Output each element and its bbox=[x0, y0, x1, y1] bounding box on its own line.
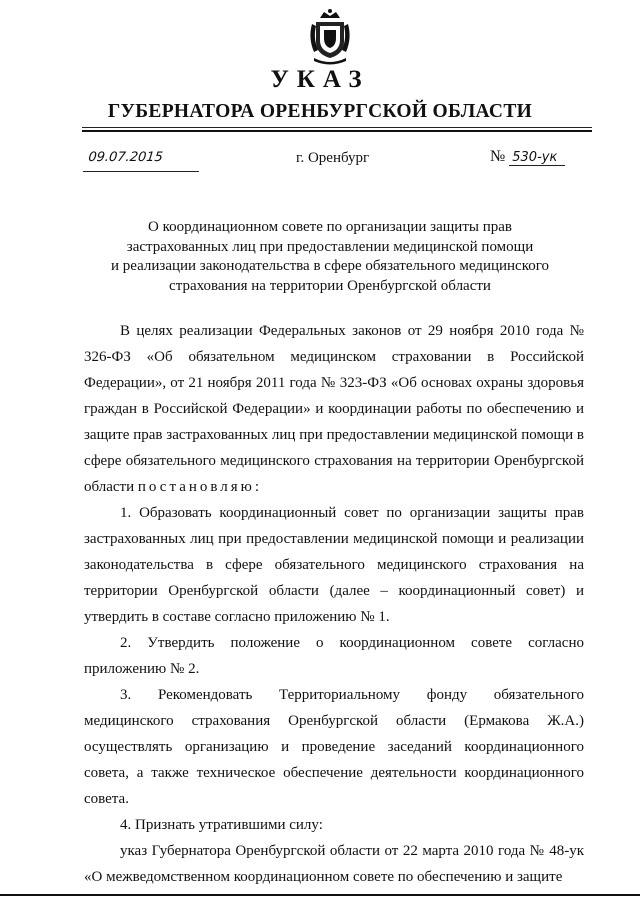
item-1: 1. Образовать координационный совет по организации защиты прав застрахованных лиц при предоставлении медицинской помощи и реализации законодательства в сфере обязательного медицинского страхования на территории Оренбургской области (далее – координационный совет) и утвердить в составе согласно приложению № 1. bbox=[84, 505, 584, 625]
subject-line: и реализации законодательства в сфере обязательного медицинского bbox=[110, 258, 550, 274]
intro-text: В целях реализации Федеральных законов от 29 ноября 2010 года № 326-ФЗ «Об обязательном медицинском страховании в Российской Федерации», от 21 ноября 2011 года № 323-ФЗ «Об основах охраны здоровья граждан в Российской Федерации» и координации работы по обеспечению и защите прав застрахованных лиц при предоставлении медицинской помощи в сфере обязательного медицинского страхования на территории Оренбургской области bbox=[84, 323, 584, 495]
decree-title: УКАЗ bbox=[270, 66, 370, 93]
item-4-subitem: указ Губернатора Оренбургской области от 22 марта 2010 года № 48-ук «О межведомственном координационном совете по обеспечению и защите bbox=[84, 843, 584, 885]
document-subject bbox=[80, 218, 580, 296]
decree-number bbox=[490, 148, 565, 166]
item-4: 4. Признать утратившими силу: bbox=[120, 817, 323, 833]
handwritten-number: 530-ук bbox=[509, 150, 565, 166]
item-2: 2. Утвердить положение о координационном совете согласно приложению № 2. bbox=[84, 635, 584, 677]
item-3: 3. Рекомендовать Территориальному фонду обязательного медицинского страхования Оренбургской области (Ермакова Ж.А.) осуществлять организацию и проведение заседаний координационного совета, а также техническое обеспечение деятельности координационного совета. bbox=[84, 687, 584, 807]
subject-line: страхования на территории Оренбургской области bbox=[169, 277, 491, 294]
decree-keyword: постановляю: bbox=[137, 479, 263, 495]
handwritten-date: 09.07.2015 bbox=[83, 150, 201, 172]
subject-line: О координационном совете по организации защиты прав bbox=[148, 219, 512, 235]
coat-of-arms-emblem bbox=[306, 8, 354, 66]
document-body bbox=[84, 318, 584, 890]
header-rule-thin bbox=[82, 127, 592, 128]
footer-rule bbox=[0, 894, 640, 896]
intro-paragraph bbox=[84, 318, 584, 500]
subject-line: застрахованных лиц при предоставлении медицинской помощи bbox=[126, 238, 534, 255]
header-rule-thick bbox=[82, 130, 592, 132]
number-sign: № bbox=[490, 148, 506, 165]
city-label: г. Оренбург bbox=[296, 150, 370, 166]
issuer-title: ГУБЕРНАТОРА ОРЕНБУРГСКОЙ ОБЛАСТИ bbox=[107, 101, 533, 122]
